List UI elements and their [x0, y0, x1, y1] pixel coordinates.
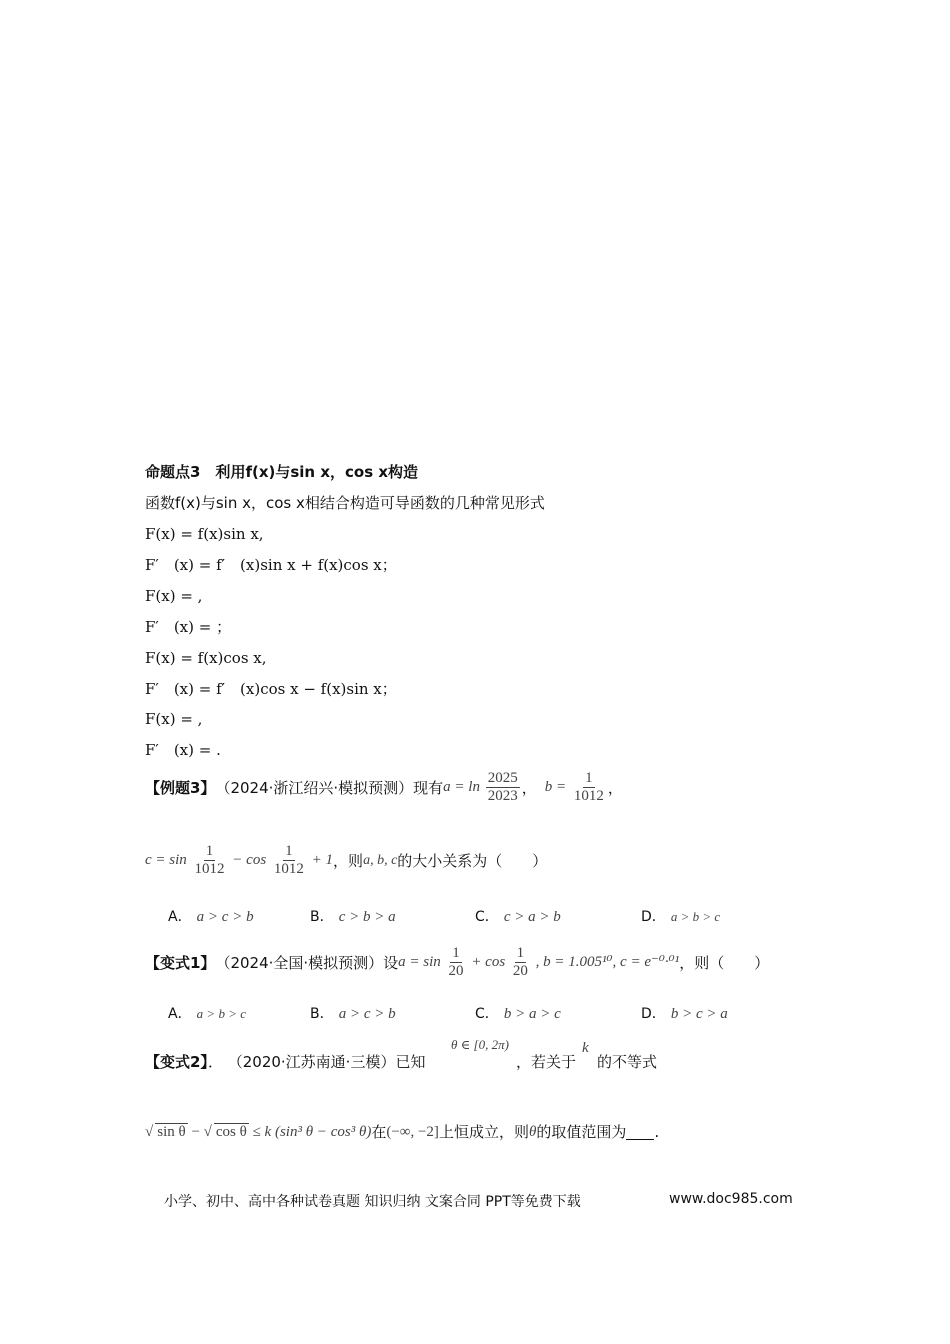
b-denominator: 1012	[573, 788, 604, 804]
variant2-dot: ．	[207, 1053, 223, 1071]
variant2-stem	[145, 1052, 425, 1072]
question-text: ，若关于	[516, 1053, 577, 1071]
option-label: C．	[475, 1006, 499, 1022]
section-heading: 命题点3 利用f(x)与sin x，cos x构造	[145, 463, 419, 481]
option-label: B．	[310, 1006, 334, 1022]
b-expr-prefix: b =	[544, 778, 567, 795]
interval: (−∞, −2]	[386, 1124, 439, 1140]
period: .	[654, 1123, 660, 1141]
answer-blank[interactable]	[626, 1125, 654, 1140]
example3-b-expr	[545, 770, 608, 805]
a-denominator: 2023	[487, 788, 518, 804]
variant1-stem	[145, 945, 769, 980]
formula-line: F′ (x) = f′ (x)cos x − f(x)sin x；	[145, 680, 397, 698]
c-expr-prefix: c = sin	[145, 851, 187, 868]
numerator-2: 1	[516, 945, 525, 961]
numerator-1: 1	[452, 945, 460, 961]
option-value: c > a > b	[503, 909, 561, 925]
option-label: C．	[475, 909, 499, 925]
question-text: ，则	[333, 851, 364, 870]
question-text: 的大小关系为（ ）	[397, 851, 548, 870]
question-vars: a, b, c	[363, 852, 398, 868]
option-label: B．	[310, 909, 334, 925]
formula-line: F(x) = f(x)cos x,	[145, 649, 267, 667]
b-fraction	[572, 770, 606, 805]
inequality: √ sin θ − √ cos θ ≤ k (sin³ θ − cos³ θ)	[145, 1124, 372, 1140]
option-value: a > b > c	[670, 909, 721, 924]
separator: ，	[521, 778, 537, 797]
option-label: A．	[168, 909, 192, 925]
c-fraction-2	[272, 843, 306, 878]
footer-text: 小学、初中、高中各种试卷真题 知识归纳 文案合同 PPT等免费下载	[164, 1194, 581, 1210]
expr-suffix: , b = 1.005¹⁰, c = e⁻⁰·⁰¹	[535, 953, 680, 970]
option-value: c > b > a	[338, 909, 396, 925]
expr-mid: + cos	[471, 953, 506, 970]
option-label: A．	[168, 1006, 192, 1022]
option-label: D．	[641, 909, 666, 925]
minus-sign: −	[191, 1124, 200, 1140]
example3-tag: 【例题3】	[145, 778, 216, 797]
denominator-1: 20	[448, 963, 464, 979]
separator: ，	[607, 778, 623, 797]
option-value: b > a > c	[503, 1006, 561, 1022]
example3-a-expr	[443, 770, 522, 805]
variant1-option-a[interactable]	[168, 1003, 246, 1023]
question-text: ，则（ ）	[679, 953, 770, 972]
example3-option-b[interactable]	[310, 906, 396, 926]
example3-option-c[interactable]	[475, 906, 561, 926]
example3-stem	[145, 770, 623, 805]
variant2-stem-cont2: 的不等式	[597, 1053, 658, 1071]
variant1-option-b[interactable]	[310, 1003, 396, 1023]
formula-line: F(x) = f(x)sin x,	[145, 525, 264, 543]
question-text: 上恒成立，则	[438, 1123, 529, 1141]
a-expr-prefix: a = ln	[443, 778, 480, 795]
a-fraction	[486, 770, 520, 805]
variant2-k-var: k	[582, 1040, 589, 1056]
formula-line: F′ (x) = .	[145, 741, 221, 759]
variant1-tag: 【变式1】	[145, 953, 216, 972]
example3-option-a[interactable]	[168, 906, 254, 926]
b-numerator: 1	[585, 770, 593, 786]
footer-url[interactable]: www.doc985.com	[669, 1191, 793, 1207]
c-fraction-1	[193, 843, 227, 878]
variant2-stem-cont	[516, 1052, 576, 1072]
sqrt-sin: sin θ	[157, 1124, 186, 1140]
example3-stem-line2	[145, 843, 547, 878]
example3-source: （2024·浙江绍兴·模拟预测）现有	[215, 778, 444, 797]
variant2-theta-range: θ ∈ [0, 2π)	[451, 1037, 509, 1052]
example3-c-expr	[145, 843, 333, 878]
formula-line: F′ (x) = ；	[145, 618, 232, 636]
theta-symbol: θ	[528, 1124, 537, 1140]
formula-line: F(x) = ,	[145, 710, 203, 728]
c-expr-mid: − cos	[232, 851, 267, 868]
formula-line: F(x) = ,	[145, 587, 203, 605]
example3-option-d[interactable]	[641, 906, 720, 926]
sqrt-cos: cos θ	[215, 1124, 247, 1140]
expr-prefix: a = sin	[398, 953, 441, 970]
question-text: 在	[371, 1123, 387, 1141]
variant2-tag: 【变式2】	[145, 1053, 208, 1071]
c-denominator-2: 1012	[273, 861, 304, 877]
question-text: 的取值范围为	[536, 1123, 627, 1141]
inequality-rhs: ≤ k (sin³ θ − cos³ θ)	[252, 1124, 372, 1140]
variant1-source: （2024·全国·模拟预测）设	[215, 953, 399, 972]
c-denominator-1: 1012	[194, 861, 225, 877]
section-intro: 函数f(x)与sin x，cos x相结合构造可导函数的几种常见形式	[145, 494, 545, 512]
fraction-2	[511, 945, 530, 980]
variant2-inequality-line	[145, 1122, 659, 1142]
fraction-1	[447, 945, 466, 980]
option-label: D．	[641, 1006, 666, 1022]
c-expr-suffix: + 1	[311, 851, 334, 868]
option-value: b > c > a	[670, 1006, 728, 1022]
variant1-option-d[interactable]	[641, 1003, 728, 1023]
c-numerator-1: 1	[205, 843, 214, 859]
variant2-source: （2020·江苏南通·三模）已知	[227, 1053, 426, 1071]
option-value: a > c > b	[196, 909, 254, 925]
c-numerator-2: 1	[285, 843, 293, 859]
option-value: a > b > c	[196, 1006, 246, 1021]
option-value: a > c > b	[338, 1006, 396, 1022]
variant1-option-c[interactable]	[475, 1003, 561, 1023]
variant1-expr	[398, 945, 679, 980]
denominator-2: 20	[512, 963, 528, 979]
formula-line: F′ (x) = f′ (x)sin x + f(x)cos x；	[145, 556, 397, 574]
a-numerator: 2025	[487, 770, 518, 786]
